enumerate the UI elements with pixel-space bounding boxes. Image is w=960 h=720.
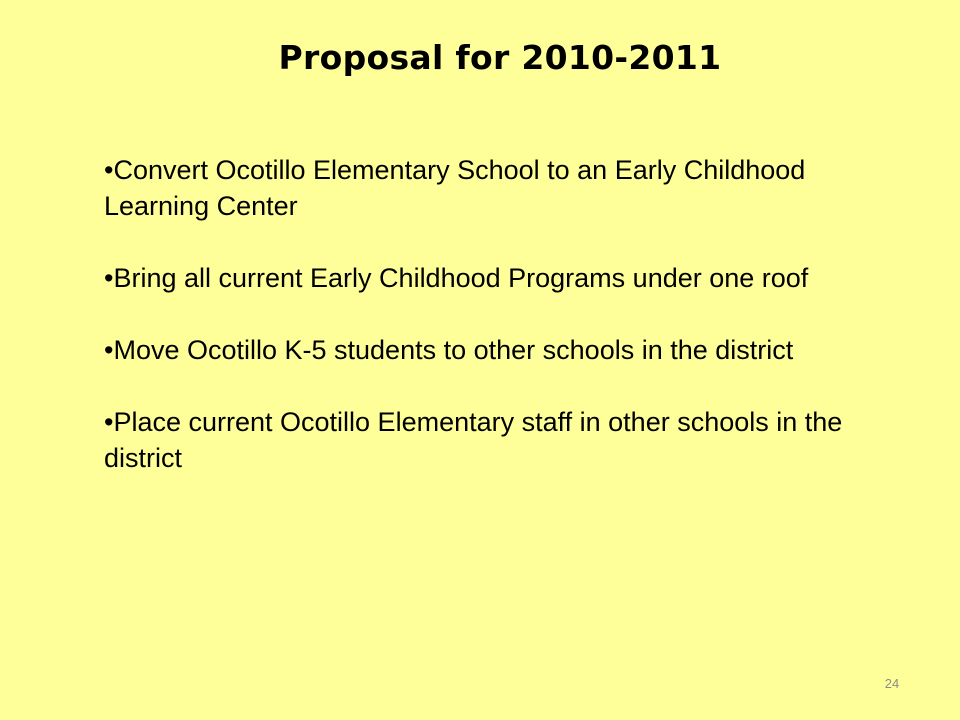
bullet-item-place-staff: •Place current Ocotillo Elementary staff in other schools in the district — [104, 407, 843, 473]
bullet-item-convert-school: •Convert Ocotillo Elementary School to an Early Childhood Learning Center — [104, 155, 806, 221]
bullet-list — [104, 152, 904, 476]
bullet-item-bring-programs: •Bring all current Early Childhood Programs under one roof — [104, 263, 809, 293]
bullet-item-move-students: •Move Ocotillo K-5 students to other schools in the district — [104, 335, 794, 365]
slide-title: Proposal for 2010-2011 — [278, 38, 722, 77]
page-number: 24 — [884, 676, 900, 691]
